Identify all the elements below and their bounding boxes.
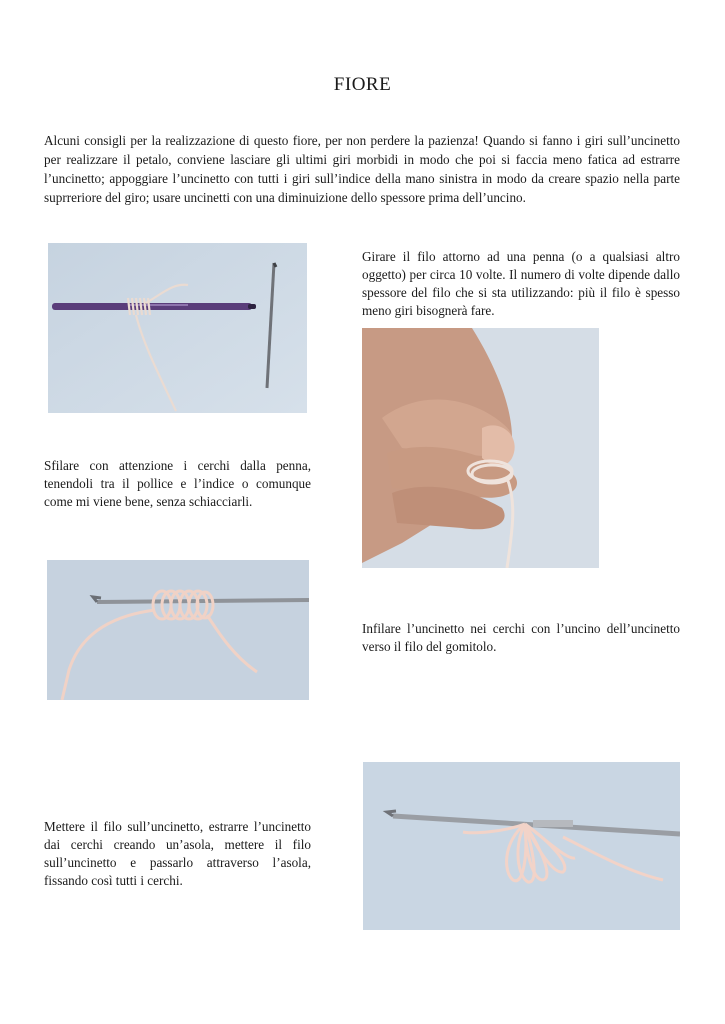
step-4-text: Mettere il filo sull’uncinetto, estrarre l’uncinetto dai cerchi creando un’asola, mettere il filo sull’uncinetto e passarlo attraverso l’asola, fissando così tutti i cerchi. — [44, 819, 311, 888]
photo-petal-loops-on-hook — [363, 762, 680, 930]
intro-paragraph: Alcuni consigli per la realizzazione di questo fiore, per non perdere la pazienza! Quando si fanno i giri sull’uncinetto per realizzare il petalo, conviene lasciare gli ultimi giri morbidi in modo che poi si faccia meno fatica ad estrarre l’uncinetto; appoggiare l’uncinetto con tutti i giri sull’indice della mano sinistra in modo da creare spazio nella parte suprreriore del giro; usare uncinetti con una diminuizione dello spessore prima dell’uncino. — [44, 133, 680, 205]
page-title: FIORE — [333, 74, 392, 95]
step-2-text: Sfilare con attenzione i cerchi dalla penna, tenendoli tra il pollice e l’indice o comunque come mi viene bene, senza schiacciarli. — [44, 458, 311, 509]
photo-hand-holding-rings — [362, 328, 599, 568]
photo-rings-on-hook — [47, 560, 309, 700]
step-3-text: Infilare l’uncinetto nei cerchi con l’uncino dell’uncinetto verso il filo del gomitolo. — [362, 621, 680, 654]
step-1-text: Girare il filo attorno ad una penna (o a qualsiasi altro oggetto) per circa 10 volte. Il numero di volte dipende dallo spessore del filo che si sta utilizzando: più il filo è spesso meno giri bisognerà fare. — [362, 249, 680, 318]
photo-yarn-on-pen — [48, 243, 307, 413]
